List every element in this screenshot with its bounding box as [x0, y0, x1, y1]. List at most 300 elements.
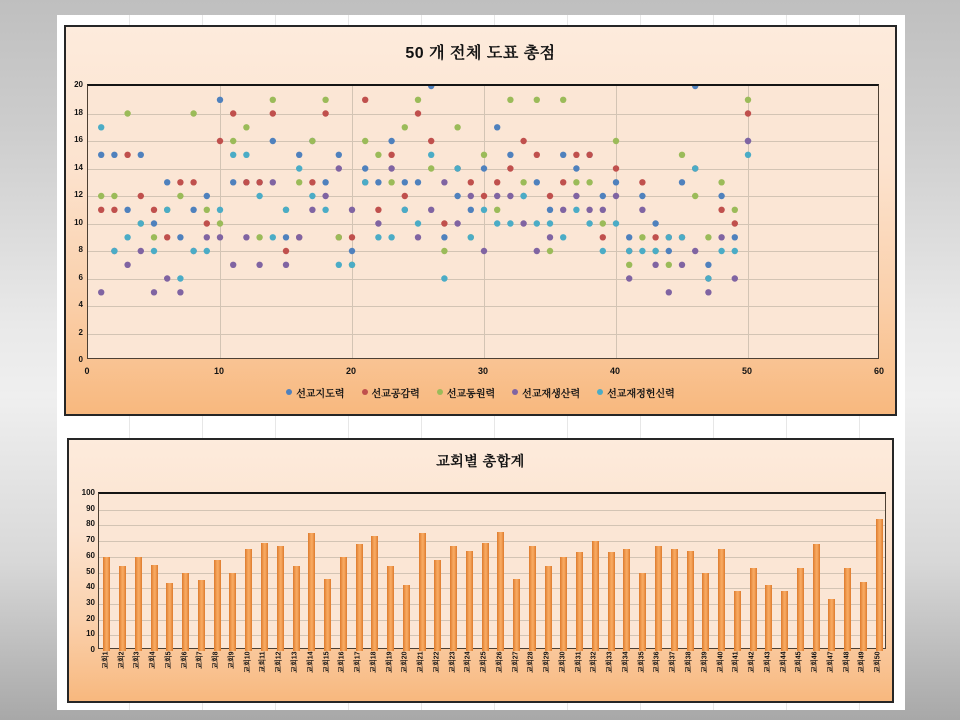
- category-label: 교회45: [795, 651, 803, 673]
- y-tick-label: 40: [86, 582, 95, 592]
- bar: [876, 519, 883, 651]
- scatter-point: [151, 234, 157, 240]
- category-label: 교회28: [527, 651, 535, 673]
- scatter-point: [732, 234, 738, 240]
- scatter-point: [138, 220, 144, 226]
- bar: [308, 533, 315, 651]
- scatter-point: [718, 234, 724, 240]
- bar: [324, 579, 331, 651]
- scatter-point: [481, 165, 487, 171]
- scatter-point: [600, 207, 606, 213]
- scatter-point: [481, 193, 487, 199]
- scatter-point: [138, 152, 144, 158]
- y-tick-label: 0: [90, 645, 95, 654]
- scatter-point: [415, 179, 421, 185]
- category-label: 교회2: [118, 651, 126, 669]
- scatter-point: [613, 220, 619, 226]
- scatter-point: [217, 234, 223, 240]
- legend-marker-icon: [362, 389, 368, 395]
- scatter-point: [283, 248, 289, 254]
- bar: [482, 543, 489, 651]
- scatter-point: [626, 234, 632, 240]
- category-label: 교회27: [512, 651, 520, 673]
- scatter-point: [296, 179, 302, 185]
- scatter-point: [111, 152, 117, 158]
- scatter-point: [124, 152, 130, 158]
- category-label: 교회16: [338, 651, 346, 673]
- category-label: 교회29: [543, 651, 551, 673]
- scatter-point: [626, 262, 632, 268]
- x-tick-label: 20: [345, 366, 357, 376]
- legend-label: 선교지도력: [296, 388, 345, 400]
- scatter-point: [613, 165, 619, 171]
- scatter-y-axis: [66, 80, 83, 364]
- y-tick-label: 60: [86, 550, 95, 560]
- category-label: 교회43: [764, 651, 772, 673]
- scatter-point: [309, 207, 315, 213]
- scatter-point: [428, 165, 434, 171]
- category-label: 교회21: [417, 651, 425, 673]
- scatter-point: [745, 152, 751, 158]
- scatter-point: [256, 234, 262, 240]
- x-tick-label: 0: [84, 366, 90, 376]
- scatter-point: [718, 248, 724, 254]
- legend-label: 선교동원력: [446, 388, 496, 400]
- bar-gridline: [99, 510, 885, 511]
- bar: [403, 585, 410, 651]
- scatter-point: [600, 234, 606, 240]
- category-label: 교회38: [685, 651, 693, 673]
- scatter-point: [270, 234, 276, 240]
- category-label: 교회22: [433, 651, 441, 673]
- bar-gridline: [99, 525, 885, 526]
- y-tick-label: 100: [81, 488, 95, 497]
- scatter-point: [336, 152, 342, 158]
- scatter-point: [415, 220, 421, 226]
- scatter-point: [573, 193, 579, 199]
- scatter-point: [679, 179, 685, 185]
- scatter-point: [652, 220, 658, 226]
- scatter-point: [428, 152, 434, 158]
- scatter-point: [626, 248, 632, 254]
- category-label: 교회18: [370, 651, 378, 673]
- scatter-point: [243, 124, 249, 130]
- category-label: 교회17: [354, 651, 362, 673]
- scatter-point: [190, 110, 196, 116]
- bar-gridline: [99, 541, 885, 542]
- category-label: 교회26: [496, 651, 504, 673]
- scatter-point: [256, 179, 262, 185]
- scatter-point: [718, 207, 724, 213]
- scatter-point: [639, 248, 645, 254]
- scatter-point: [718, 179, 724, 185]
- scatter-point: [692, 165, 698, 171]
- scatter-point: [468, 193, 474, 199]
- scatter-point: [296, 152, 302, 158]
- scatter-point: [217, 97, 223, 103]
- scatter-point: [573, 207, 579, 213]
- bar: [135, 557, 142, 651]
- scatter-point: [441, 220, 447, 226]
- legend-item: [512, 385, 580, 400]
- scatter-point: [217, 207, 223, 213]
- scatter-point: [428, 86, 434, 89]
- bar-chart-title: 교회별 총합계: [436, 453, 525, 469]
- scatter-point: [652, 234, 658, 240]
- bar: [781, 591, 788, 651]
- y-tick-label: 8: [78, 245, 83, 254]
- scatter-point: [388, 234, 394, 240]
- scatter-point: [520, 193, 526, 199]
- scatter-point: [190, 207, 196, 213]
- scatter-point: [692, 86, 698, 89]
- scatter-point: [652, 262, 658, 268]
- scatter-point: [732, 207, 738, 213]
- scatter-point: [560, 179, 566, 185]
- scatter-point: [547, 207, 553, 213]
- scatter-point: [375, 152, 381, 158]
- legend-marker-icon: [597, 389, 603, 395]
- scatter-point: [98, 289, 104, 295]
- legend-item: [437, 385, 495, 400]
- x-tick-label: 50: [741, 366, 753, 376]
- bar: [797, 568, 804, 651]
- scatter-point: [560, 234, 566, 240]
- bar-chart[interactable]: [67, 438, 894, 703]
- scatter-point: [362, 97, 368, 103]
- scatter-point: [679, 152, 685, 158]
- scatter-point: [441, 248, 447, 254]
- scatter-point: [151, 248, 157, 254]
- scatter-point: [454, 124, 460, 130]
- scatter-point: [362, 138, 368, 144]
- bar: [813, 544, 820, 651]
- scatter-point: [177, 289, 183, 295]
- category-label: 교회41: [732, 651, 740, 673]
- scatter-point: [270, 138, 276, 144]
- category-label: 교회7: [196, 651, 204, 669]
- scatter-point: [705, 289, 711, 295]
- y-tick-label: 14: [74, 162, 83, 172]
- bar: [434, 560, 441, 651]
- scatter-point: [600, 193, 606, 199]
- scatter-point: [164, 275, 170, 281]
- y-tick-label: 30: [86, 597, 95, 607]
- scatter-point: [600, 248, 606, 254]
- scatter-point: [309, 138, 315, 144]
- scatter-point: [375, 179, 381, 185]
- bar: [356, 544, 363, 651]
- scatter-point: [217, 138, 223, 144]
- scatter-point: [256, 262, 262, 268]
- bar: [513, 579, 520, 651]
- scatter-point: [256, 193, 262, 199]
- scatter-point: [402, 207, 408, 213]
- scatter-chart[interactable]: [64, 25, 897, 416]
- scatter-point: [454, 165, 460, 171]
- legend-label: 선교공감력: [371, 388, 420, 400]
- scatter-point: [204, 207, 210, 213]
- scatter-point: [468, 179, 474, 185]
- scatter-chart-title: 50 개 전체 도표 총점: [405, 45, 556, 62]
- scatter-point: [204, 220, 210, 226]
- scatter-point: [507, 152, 513, 158]
- scatter-point: [375, 234, 381, 240]
- bar: [750, 568, 757, 651]
- scatter-point: [164, 179, 170, 185]
- scatter-point: [494, 179, 500, 185]
- scatter-point: [98, 207, 104, 213]
- category-label: 교회50: [874, 651, 882, 673]
- scatter-point: [520, 138, 526, 144]
- scatter-point: [124, 234, 130, 240]
- bar: [529, 546, 536, 651]
- bar-plot-area: [98, 492, 886, 649]
- scatter-point: [666, 262, 672, 268]
- bar: [119, 566, 126, 651]
- scatter-point: [547, 193, 553, 199]
- category-label: 교회20: [401, 651, 409, 673]
- scatter-point: [454, 193, 460, 199]
- scatter-point: [573, 165, 579, 171]
- scatter-point: [283, 262, 289, 268]
- bar: [734, 591, 741, 651]
- y-tick-label: 20: [74, 80, 83, 89]
- bar: [166, 583, 173, 651]
- scatter-point: [428, 138, 434, 144]
- scatter-point: [322, 97, 328, 103]
- y-tick-label: 16: [74, 135, 83, 144]
- scatter-x-axis: [84, 366, 885, 378]
- scatter-point: [98, 152, 104, 158]
- scatter-point: [520, 179, 526, 185]
- bar: [466, 551, 473, 651]
- category-label: 교회13: [291, 651, 299, 673]
- bar: [702, 573, 709, 652]
- scatter-point: [705, 275, 711, 281]
- scatter-point: [560, 97, 566, 103]
- bar: [371, 536, 378, 651]
- scatter-point: [666, 248, 672, 254]
- scatter-point: [679, 234, 685, 240]
- scatter-point: [639, 179, 645, 185]
- bar: [497, 532, 504, 651]
- scatter-point: [732, 275, 738, 281]
- scatter-point: [309, 193, 315, 199]
- category-label: 교회32: [590, 651, 598, 673]
- category-label: 교회31: [575, 651, 583, 673]
- scatter-point: [124, 110, 130, 116]
- scatter-point: [111, 193, 117, 199]
- scatter-point: [190, 248, 196, 254]
- scatter-point: [454, 220, 460, 226]
- category-label: 교회12: [275, 651, 283, 673]
- bar: [560, 557, 567, 651]
- scatter-point: [230, 262, 236, 268]
- scatter-point: [573, 152, 579, 158]
- scatter-point: [402, 124, 408, 130]
- category-label: 교회30: [559, 651, 567, 673]
- category-label: 교회35: [638, 651, 646, 673]
- scatter-point: [309, 179, 315, 185]
- category-label: 교회37: [669, 651, 677, 673]
- scatter-point: [204, 248, 210, 254]
- scatter-point: [388, 152, 394, 158]
- category-label: 교회9: [228, 651, 236, 669]
- category-label: 교회10: [244, 651, 252, 673]
- scatter-point: [507, 220, 513, 226]
- scatter-point: [283, 234, 289, 240]
- bar-y-axis: [73, 488, 95, 654]
- scatter-point: [322, 110, 328, 116]
- scatter-point: [111, 248, 117, 254]
- bar-gridline: [99, 557, 885, 558]
- scatter-point: [138, 248, 144, 254]
- scatter-point: [243, 179, 249, 185]
- bar: [576, 552, 583, 651]
- scatter-point: [243, 234, 249, 240]
- scatter-point: [296, 234, 302, 240]
- scatter-point: [494, 220, 500, 226]
- scatter-point: [296, 165, 302, 171]
- scatter-point: [349, 234, 355, 240]
- scatter-point: [534, 248, 540, 254]
- scatter-point: [639, 234, 645, 240]
- scatter-point: [138, 193, 144, 199]
- bar: [245, 549, 252, 651]
- legend-marker-icon: [286, 389, 292, 395]
- bar: [860, 582, 867, 651]
- legend-marker-icon: [437, 389, 443, 395]
- bar: [765, 585, 772, 651]
- scatter-point: [692, 248, 698, 254]
- scatter-point: [177, 179, 183, 185]
- scatter-point: [613, 138, 619, 144]
- bar: [844, 568, 851, 651]
- scatter-point: [652, 248, 658, 254]
- scatter-point: [560, 207, 566, 213]
- scatter-point: [402, 193, 408, 199]
- bar: [419, 533, 426, 651]
- legend-marker-icon: [512, 389, 518, 395]
- scatter-point: [481, 248, 487, 254]
- bar: [671, 549, 678, 651]
- scatter-point: [666, 289, 672, 295]
- scatter-point: [190, 179, 196, 185]
- bar: [182, 573, 189, 652]
- scatter-point: [415, 234, 421, 240]
- scatter-point: [124, 207, 130, 213]
- category-label: 교회42: [748, 651, 756, 673]
- scatter-point: [98, 193, 104, 199]
- y-tick-label: 0: [78, 355, 83, 364]
- scatter-point: [388, 179, 394, 185]
- category-label: 교회3: [133, 651, 141, 669]
- scatter-point: [375, 207, 381, 213]
- scatter-point: [151, 207, 157, 213]
- scatter-point: [441, 275, 447, 281]
- bar: [592, 541, 599, 651]
- x-tick-label: 30: [477, 366, 489, 376]
- y-tick-label: 50: [86, 566, 95, 576]
- scatter-point: [718, 193, 724, 199]
- scatter-point: [481, 152, 487, 158]
- scatter-point: [349, 248, 355, 254]
- bar: [198, 580, 205, 651]
- scatter-point: [586, 207, 592, 213]
- scatter-point: [507, 193, 513, 199]
- y-tick-label: 12: [74, 190, 83, 199]
- bar: [608, 552, 615, 651]
- legend-item: [597, 385, 675, 400]
- category-label: 교회24: [464, 651, 472, 673]
- scatter-point: [507, 97, 513, 103]
- scatter-point: [745, 138, 751, 144]
- scatter-point: [732, 220, 738, 226]
- y-tick-label: 70: [86, 535, 95, 545]
- category-label: 교회46: [811, 651, 819, 673]
- bar: [293, 566, 300, 651]
- legend-label: 선교재생산력: [522, 388, 581, 400]
- scatter-point: [468, 234, 474, 240]
- y-tick-label: 18: [74, 107, 83, 117]
- scatter-point: [705, 262, 711, 268]
- legend-label: 선교재정헌신력: [607, 388, 675, 400]
- scatter-point: [441, 234, 447, 240]
- bar: [545, 566, 552, 651]
- scatter-point: [494, 193, 500, 199]
- scatter-point: [322, 207, 328, 213]
- legend-item: [362, 385, 420, 400]
- scatter-point: [230, 110, 236, 116]
- bar: [655, 546, 662, 651]
- scatter-point: [204, 234, 210, 240]
- scatter-point: [732, 248, 738, 254]
- bar: [718, 549, 725, 651]
- y-tick-label: 80: [86, 519, 95, 529]
- scatter-point: [639, 193, 645, 199]
- scatter-point: [204, 193, 210, 199]
- category-label: 교회5: [165, 651, 173, 669]
- scatter-point: [600, 220, 606, 226]
- scatter-point: [534, 152, 540, 158]
- scatter-point: [745, 97, 751, 103]
- scatter-point: [534, 220, 540, 226]
- x-tick-label: 10: [213, 366, 225, 376]
- scatter-point: [164, 207, 170, 213]
- scatter-point: [230, 179, 236, 185]
- scatter-point: [283, 207, 289, 213]
- scatter-point: [375, 220, 381, 226]
- scatter-point: [415, 97, 421, 103]
- scatter-point: [468, 207, 474, 213]
- category-label: 교회34: [622, 651, 630, 673]
- scatter-point: [124, 262, 130, 268]
- bar: [340, 557, 347, 651]
- scatter-point: [336, 262, 342, 268]
- scatter-point: [415, 110, 421, 116]
- scatter-point: [679, 262, 685, 268]
- bar: [450, 546, 457, 651]
- scatter-point: [547, 220, 553, 226]
- scatter-point: [481, 207, 487, 213]
- scatter-point: [349, 207, 355, 213]
- scatter-legend: [66, 384, 895, 400]
- scatter-point: [586, 152, 592, 158]
- scatter-point: [441, 179, 447, 185]
- scatter-point: [151, 289, 157, 295]
- category-label: 교회44: [780, 651, 788, 673]
